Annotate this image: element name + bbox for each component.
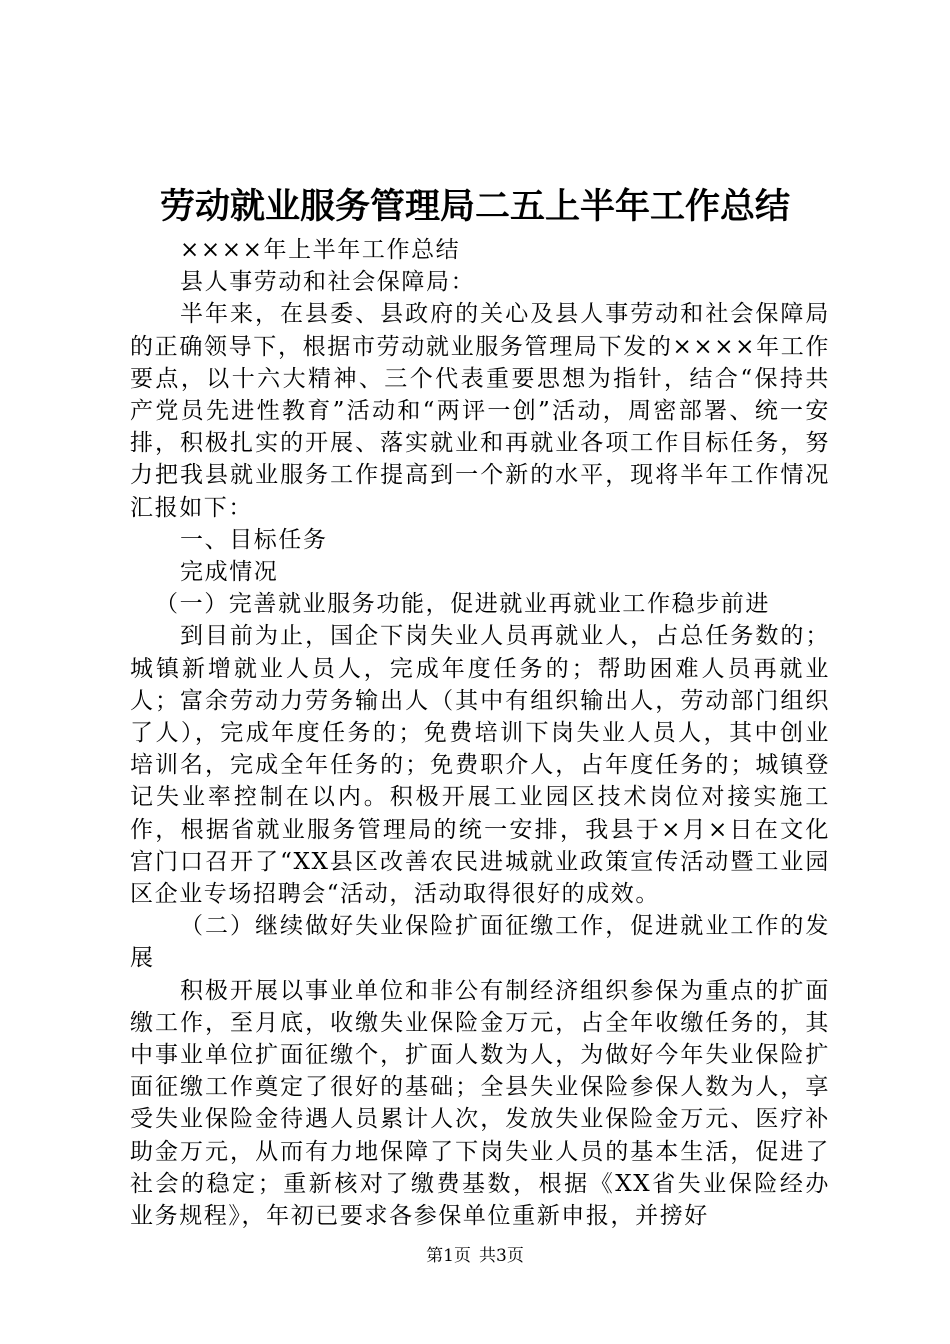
report-heading-line: ××××年上半年工作总结 [180, 237, 461, 263]
document-body [130, 234, 830, 1232]
section-heading: 一、目标任务 [180, 526, 328, 553]
intro-paragraph: 半年来，在县委、县政府的关心及县人事劳动和社会保障局的正确领导下，根据市劳动就业服务管理局下发的××××年工作要点，以十六大精神、三个代表重要思想为指针，结合“保持共产党员先进性教育”活动和“两评一创”活动，周密部署、统一安排，积极扎实的开展、落实就业和再就业各项工作目标任务，努力把我县就业服务工作提高到一个新的水平，现将半年工作情况汇报如下： [130, 301, 830, 521]
section-subheading: 完成情况 [180, 559, 279, 586]
page-number: 第1页 [426, 1246, 471, 1266]
subsection-heading-1: （一）完善就业服务功能，促进就业再就业工作稳步前进 [155, 591, 770, 618]
subsection-heading-2: （二）继续做好失业保险扩面征缴工作，促进就业工作的发展 [130, 913, 830, 972]
page-footer [0, 1244, 950, 1268]
recipient-line: 县人事劳动和社会保障局： [180, 269, 476, 296]
document-title: 劳动就业服务管理局二五上半年工作总结 [159, 186, 790, 227]
body-paragraph-2: 积极开展以事业单位和非公有制经济组织参保为重点的扩面缴工作，至月底，收缴失业保险金万元，占全年收缴任务的，其中事业单位扩面征缴个，扩面人数为人，为做好今年失业保险扩面征缴工作奠定了很好的基础；全县失业保险参保人数为人，享受失业保险金待遇人员累计人次，发放失业保险金万元、医疗补助金万元，从而有力地保障了下岗失业人员的基本生活，促进了社会的稳定；重新核对了缴费基数，根据《XX省失业保险经办业务规程》，年初已要求各参保单位重新申报，并搒好 [130, 977, 830, 1230]
page-count: 共3页 [479, 1246, 524, 1266]
body-paragraph-1: 到目前为止，国企下岗失业人员再就业人，占总任务数的；城镇新增就业人员人，完成年度任务的；帮助困难人员再就业人；富余劳动力劳务输出人（其中有组织输出人，劳动部门组织了人），完成年度任务的；免费培训下岗失业人员人，其中创业培训名，完成全年任务的；免费职介人，占年度任务的；城镇登记失业率控制在以内。积极开展工业园区技术岗位对接实施工作，根据省就业服务管理局的统一安排，我县于×月×日在文化宫门口召开了“XX县区改善农民进城就业政策宣传活动暨工业园区企业专场招聘会“活动，活动取得很好的成效。 [130, 623, 830, 908]
